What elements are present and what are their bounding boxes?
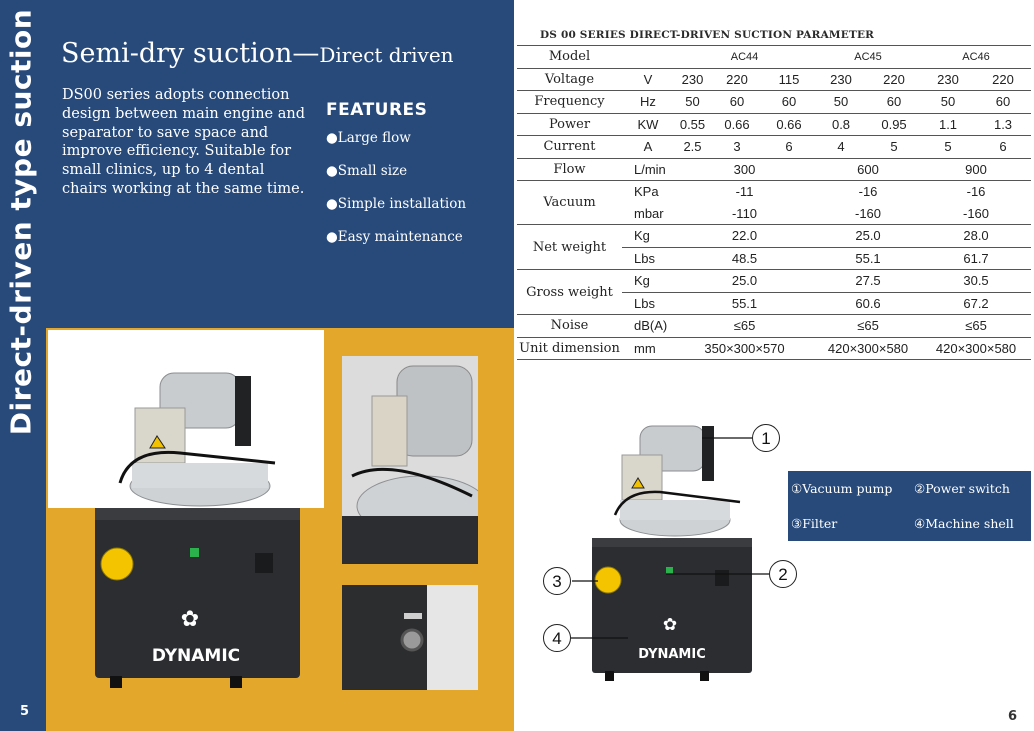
- value-cell: -160: [855, 205, 882, 221]
- unit-cell: mbar: [634, 205, 664, 221]
- value-cell: 60: [867, 91, 921, 114]
- model-cell: AC46: [921, 46, 1031, 69]
- value-cell: 350×300×570: [674, 337, 815, 360]
- value-cell: 600: [815, 158, 921, 181]
- value-cell: 55.1: [815, 247, 921, 270]
- row-label: Frequency: [517, 91, 622, 114]
- value-cell: 0.8: [815, 113, 867, 136]
- value-cell: 60: [711, 91, 763, 114]
- unit-cell: KW: [622, 113, 674, 136]
- value-cell: 1.3: [975, 113, 1031, 136]
- unit-cell: KPa: [622, 181, 674, 203]
- feature-item: ●Simple installation: [326, 196, 467, 212]
- value-cell: 115: [763, 68, 815, 91]
- value-cell: ≤65: [815, 315, 921, 338]
- unit-cell: Lbs: [622, 292, 674, 315]
- row-label: Noise: [517, 315, 622, 338]
- value-cell: 0.95: [867, 113, 921, 136]
- value-cell: -16: [921, 181, 1031, 203]
- value-cell: 3: [711, 136, 763, 159]
- value-cell: 1.1: [921, 113, 975, 136]
- value-cell: ≤65: [921, 315, 1031, 338]
- value-cell: -110: [731, 205, 758, 221]
- model-cell: AC44: [674, 46, 815, 69]
- row-label: Power: [517, 113, 622, 136]
- value-cell: 27.5: [815, 270, 921, 293]
- value-cell: 5: [921, 136, 975, 159]
- value-cell: 220: [867, 68, 921, 91]
- callout-3: 3: [543, 567, 571, 595]
- legend-vacuum-pump: ①Vacuum pump: [791, 481, 893, 496]
- value-cell: -16: [815, 181, 921, 203]
- feature-item: ●Easy maintenance: [326, 229, 463, 245]
- parts-legend: [788, 471, 1031, 541]
- value-cell: 230: [815, 68, 867, 91]
- features-heading: FEATURES: [326, 100, 428, 120]
- title-main: Semi-dry suction—: [61, 38, 320, 69]
- value-cell: 61.7: [921, 247, 1031, 270]
- value-cell: 60.6: [815, 292, 921, 315]
- legend-machine-shell: ④Machine shell: [914, 516, 1014, 531]
- legend-power-switch: ②Power switch: [914, 481, 1010, 496]
- value-cell: 420×300×580: [815, 337, 921, 360]
- value-cell: 28.0: [921, 225, 1031, 248]
- table-title: DS 00 SERIES DIRECT-DRIVEN SUCTION PARAMETER: [540, 29, 875, 41]
- row-label: Vacuum: [517, 181, 622, 225]
- value-cell: -160: [963, 205, 990, 221]
- value-cell: 5: [867, 136, 921, 159]
- model-cell: AC45: [815, 46, 921, 69]
- svg-text:✿: ✿: [662, 615, 678, 635]
- feature-item: ●Large flow: [326, 130, 411, 146]
- value-cell: 230: [921, 68, 975, 91]
- unit-cell: Hz: [622, 91, 674, 114]
- row-label: Net weight: [517, 225, 622, 270]
- callout-4: 4: [543, 624, 571, 652]
- value-cell: 60: [975, 91, 1031, 114]
- value-cell: 48.5: [674, 247, 815, 270]
- unit-cell: Lbs: [622, 247, 674, 270]
- unit-cell: A: [622, 136, 674, 159]
- page-number-left: 5: [20, 704, 30, 719]
- value-cell: 0.66: [711, 113, 763, 136]
- row-label: Current: [517, 136, 622, 159]
- value-cell: 22.0: [674, 225, 815, 248]
- value-cell: 220: [975, 68, 1031, 91]
- unit-cell: mm: [622, 337, 674, 360]
- brand-logo: DYNAMIC: [151, 646, 241, 666]
- feature-item: ●Small size: [326, 163, 408, 179]
- value-cell: 4: [815, 136, 867, 159]
- page-number-right: 6: [1008, 709, 1018, 724]
- value-cell: 0.66: [763, 113, 815, 136]
- value-cell: 67.2: [921, 292, 1031, 315]
- row-label: Unit dimension: [517, 337, 622, 360]
- row-label: Gross weight: [517, 270, 622, 315]
- value-cell: ≤65: [674, 315, 815, 338]
- vertical-title: Direct-driven type suction: [4, 8, 38, 436]
- unit-cell: V: [622, 68, 674, 91]
- value-cell: 50: [815, 91, 867, 114]
- title-sub: Direct driven: [319, 43, 454, 67]
- value-cell: 300: [674, 158, 815, 181]
- value-cell: 6: [763, 136, 815, 159]
- row-label: Model: [517, 46, 622, 69]
- row-label: Flow: [517, 158, 622, 181]
- callout-1: 1: [752, 424, 780, 452]
- value-cell: 60: [763, 91, 815, 114]
- value-cell: 420×300×580: [921, 337, 1031, 360]
- value-cell: 25.0: [815, 225, 921, 248]
- value-cell: 55.1: [674, 292, 815, 315]
- value-cell: 25.0: [674, 270, 815, 293]
- unit-cell: dB(A): [622, 315, 674, 338]
- unit-cell: L/min: [622, 158, 674, 181]
- unit-cell: Kg: [622, 225, 674, 248]
- row-label: Voltage: [517, 68, 622, 91]
- brand-logo: DYNAMIC: [638, 647, 706, 662]
- unit-cell: Kg: [622, 270, 674, 293]
- value-cell: 50: [921, 91, 975, 114]
- svg-text:✿: ✿: [180, 607, 200, 632]
- value-cell: 230: [674, 68, 711, 91]
- value-cell: -11: [674, 181, 815, 203]
- value-cell: 0.55: [674, 113, 711, 136]
- value-cell: 6: [975, 136, 1031, 159]
- value-cell: 900: [921, 158, 1031, 181]
- value-cell: 30.5: [921, 270, 1031, 293]
- callout-2: 2: [769, 560, 797, 588]
- product-description: DS00 series adopts connection design between main engine and separator to save space and improve efficiency. Suitable for small clinics, up to 4 dental chairs working at the same time.: [62, 87, 305, 197]
- value-cell: 2.5: [674, 136, 711, 159]
- value-cell: 220: [711, 68, 763, 91]
- legend-filter: ③Filter: [791, 516, 838, 531]
- value-cell: 50: [674, 91, 711, 114]
